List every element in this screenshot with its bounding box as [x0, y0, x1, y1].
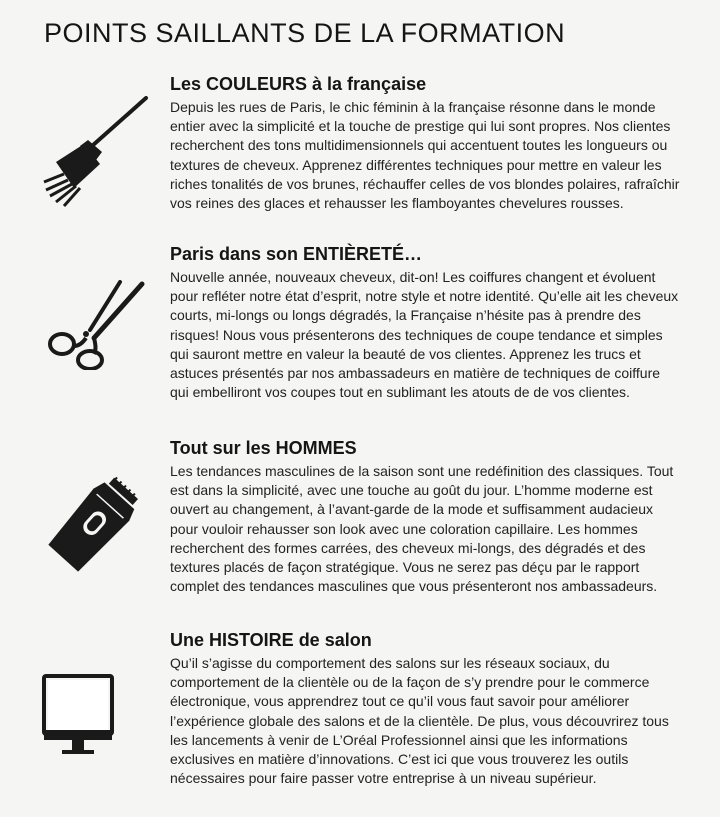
scissors-icon [46, 280, 146, 375]
section-text [170, 630, 680, 788]
section-title: Tout sur les HOMMES [170, 438, 357, 458]
section-text [170, 438, 680, 596]
section-body: Les tendances masculines de la saison sont une redéfinition des classiques. Tout est dans la simplicité, avec une touche au goût du jour. L’homme moderne est ouvert au changement, à l’avant-garde de la mode et suffisamment audacieux pour vouloir rehausser son look avec une coloration capillaire. Les hommes recherchent des formes carrées, des cheveux mi-longs, des dégradés et des textures placés de façon stratégique. Vous ne serez pas déçu par le rapport complet des tendances masculines que vous présenteront nos ambassadeurs. [170, 463, 674, 595]
section-body: Nouvelle année, nouveaux cheveux, dit-on! Les coiffures changent et évoluent pour refléter notre état d’esprit, notre style et notre identité. Qu’elle ait les cheveux courts, mi-longs ou longs dégradés, la Française n’hésite pas à prendre des risques! Nous vous présenterons des techniques de coupe tendance et simples qui sauront mettre en valeur la beauté de vos clientes. Apprenez les trucs et astuces présentés par nos ambassadeurs en matière de techniques de coiffure qui embelliront vos coupes tout en sublimant les atouts de de vos clientes. [170, 269, 679, 401]
section-text [170, 244, 680, 402]
section-title: Paris dans son ENTIÈRETÉ… [170, 244, 423, 264]
section-title: Les COULEURS à la française [170, 74, 427, 94]
page-title: POINTS SAILLANTS DE LA FORMATION [44, 18, 566, 48]
section-text [170, 74, 680, 213]
computer-monitor-icon [42, 674, 114, 765]
hair-dye-brush-icon [40, 96, 152, 213]
section-body: Qu’il s’agisse du comportement des salons sur les réseaux sociaux, du comportement de la clientèle ou de la façon de s’y prendre pour le commerce électronique, vous apprendrez tout ce qu’il vous faut savoir pour améliorer l’expérience globale des salons et de la clientèle. De plus, vous découvrirez tous les lancements à venir de L’Oréal Professionnel ainsi que les informations exclusives en matière d’innovations. C’est ici que vous trouverez les outils nécessaires pour faire passer votre entreprise à un niveau supérieur. [170, 655, 669, 787]
section-body: Depuis les rues de Paris, le chic féminin à la française résonne dans le monde entier avec la simplicité et la touche de prestige qui lui sont propres. Nos clientes recherchent des tons multidimensionnels qui accentuent toutes les longueurs ou textures de cheveux. Apprenez différentes techniques pour mettre en valeur les riches tonalités de vos brunes, réchauffer celles de vos blondes polaires, rafraîchir vos reines des glaces et rehausser les flamboyantes chevelures rousses. [170, 99, 680, 212]
section-title: Une HISTOIRE de salon [170, 630, 372, 650]
hair-clipper-icon [44, 474, 144, 579]
